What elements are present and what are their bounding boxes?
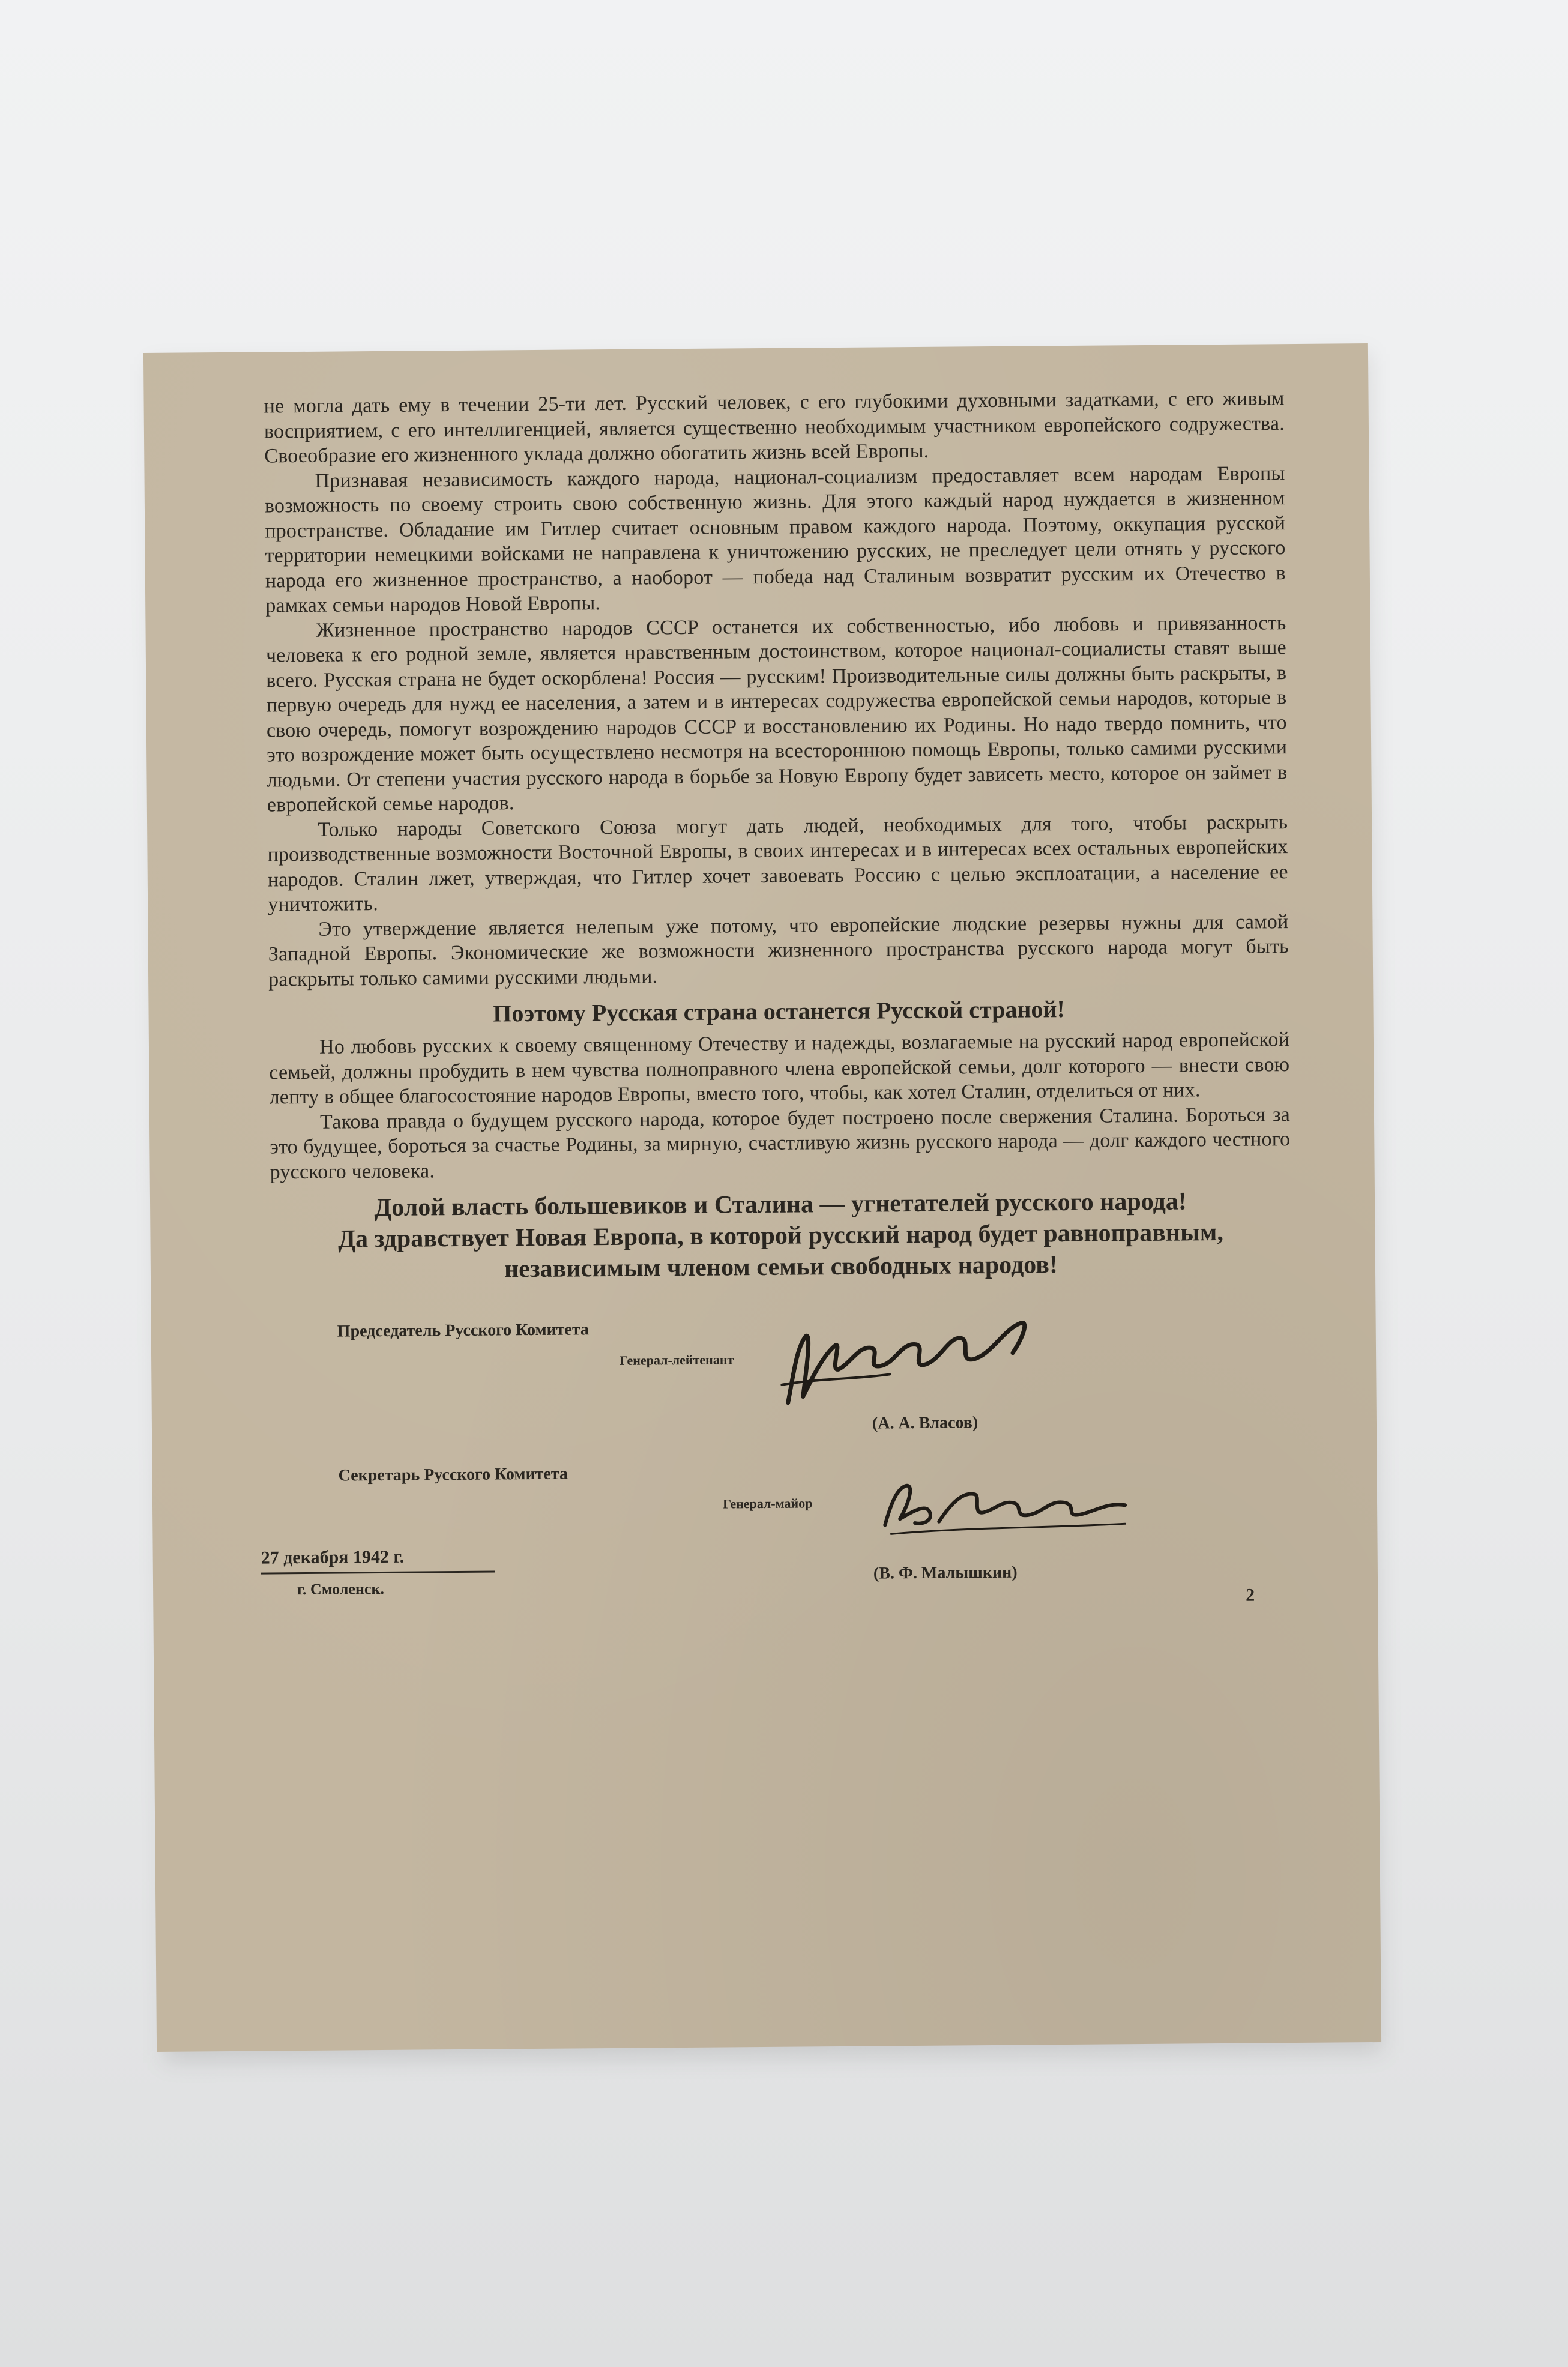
chairman-rank: Генерал-лейтенант (620, 1352, 734, 1368)
paragraph-5: Это утверждение является нелепым уже потому, что европейские людские резервы нужны для самой Западной Европы. Экономические же возможности жизненного пространства русского народа могут быть раскрыты только самими русскими людьми. (268, 910, 1289, 991)
paragraph-7: Такова правда о будущем русского народа, которое будет построено после свержения Сталина. Бороться за это будущее, бороться за счастье Родины, за мирную, счастливую жизнь русского народа — долг каждого честного русского человека. (270, 1103, 1291, 1183)
paragraph-1: не могла дать ему в течении 25-ти лет. Русский человек, с его глубокими духовными задатками, с его живым восприятием, с его интеллигенцией, является существенно необходимым участником европейского содружества. Своеобразие его жизненного уклада должно обогатить жизнь всей Европы. (264, 387, 1285, 468)
date-line: 27 декабря 1942 г. (261, 1546, 405, 1568)
page-number: 2 (1246, 1585, 1255, 1605)
malyshkin-signature-image (873, 1466, 1150, 1546)
section-heading: Поэтому Русская страна останется Русской страной! (493, 995, 1065, 1027)
secretary-title: Секретарь Русского Комитета (338, 1464, 568, 1485)
paragraph-3: Жизненное пространство народов СССР останется их собственностью, ибо любовь и привязанность человека к его родной земле, является нравственным достоинством, которое национал-социалисты ставят выше всего. Русская страна не будет оскорблена! Россия — русским! Производительные силы должны быть раскрыты, в первую очередь для нужд ее населения, а затем и в интересах содружества европейской семьи народов, которые в свою очередь, помогут возрождению народов СССР и восстановлению их Родины. Но надо твердо помнить, что это возрождение может быть осуществлено несмотря на всестороннюю помощь Европы, только самими русскими людьми. От степени участия русского народа в борьбе за Новую Европу будет зависеть место, которое он займет в европейской семье народов. (265, 611, 1288, 816)
chairman-title: Председатель Русского Комитета (337, 1320, 590, 1341)
slogans (270, 1185, 1291, 1286)
secretary-name: (В. Ф. Малышкин) (873, 1563, 1018, 1583)
document-body (264, 386, 1289, 992)
paragraph-6: Но любовь русских к своему священному Отечеству и надежды, возлагаемые на русский народ европейской семьей, должны пробудить в нем чувства полноправного члена европейской семьи, долг которого — внести свою лепту в общее благосостояние народов Европы, вместо того, чтобы, как хотел Сталин, отделиться от них. (269, 1028, 1290, 1109)
date-underline (261, 1571, 495, 1575)
secretary-rank: Генерал-майор (722, 1495, 813, 1512)
vlasov-signature-image (770, 1310, 1058, 1415)
slogan-1: Долой власть большевиков и Сталина — угнетателей русского народа! (374, 1187, 1187, 1222)
signature-block (261, 1303, 1294, 1623)
place-line: г. Смоленск. (297, 1579, 385, 1599)
paragraph-4: Только народы Советского Союза могут дать людей, необходимых для того, чтобы раскрыть производственные возможности Восточной Европы, в своих интересах и в интересах всех остальных европейских народов. Сталин лжет, утверждая, что Гитлер хочет завоевать Россию с целью эксплоатации, а население ее уничтожить. (267, 810, 1288, 916)
document-body-2 (269, 1027, 1291, 1184)
document-sheet (143, 343, 1381, 2052)
paragraph-2: Признавая независимость каждого народа, национал-социализм предоставляет всем народам Европы возможность по своему строить свою собственную жизнь. Для этого каждый народ нуждается в жизненном пространстве. Обладание им Гитлер считает основным правом каждого народа. Поэтому, оккупация русской территории немецкими войсками не направлена к уничтожению русских, не преследует цели отнять у русского народа его жизненное пространство, а наоборот — победа над Сталиным возвратит русским их Отечество в рамках семьи народов Новой Европы. (264, 462, 1286, 617)
chairman-name: (А. А. Власов) (872, 1413, 978, 1433)
slogan-2: Да здравствует Новая Европа, в которой русский народ будет равноправным, независимым членом семьи свободных народов! (337, 1218, 1224, 1283)
